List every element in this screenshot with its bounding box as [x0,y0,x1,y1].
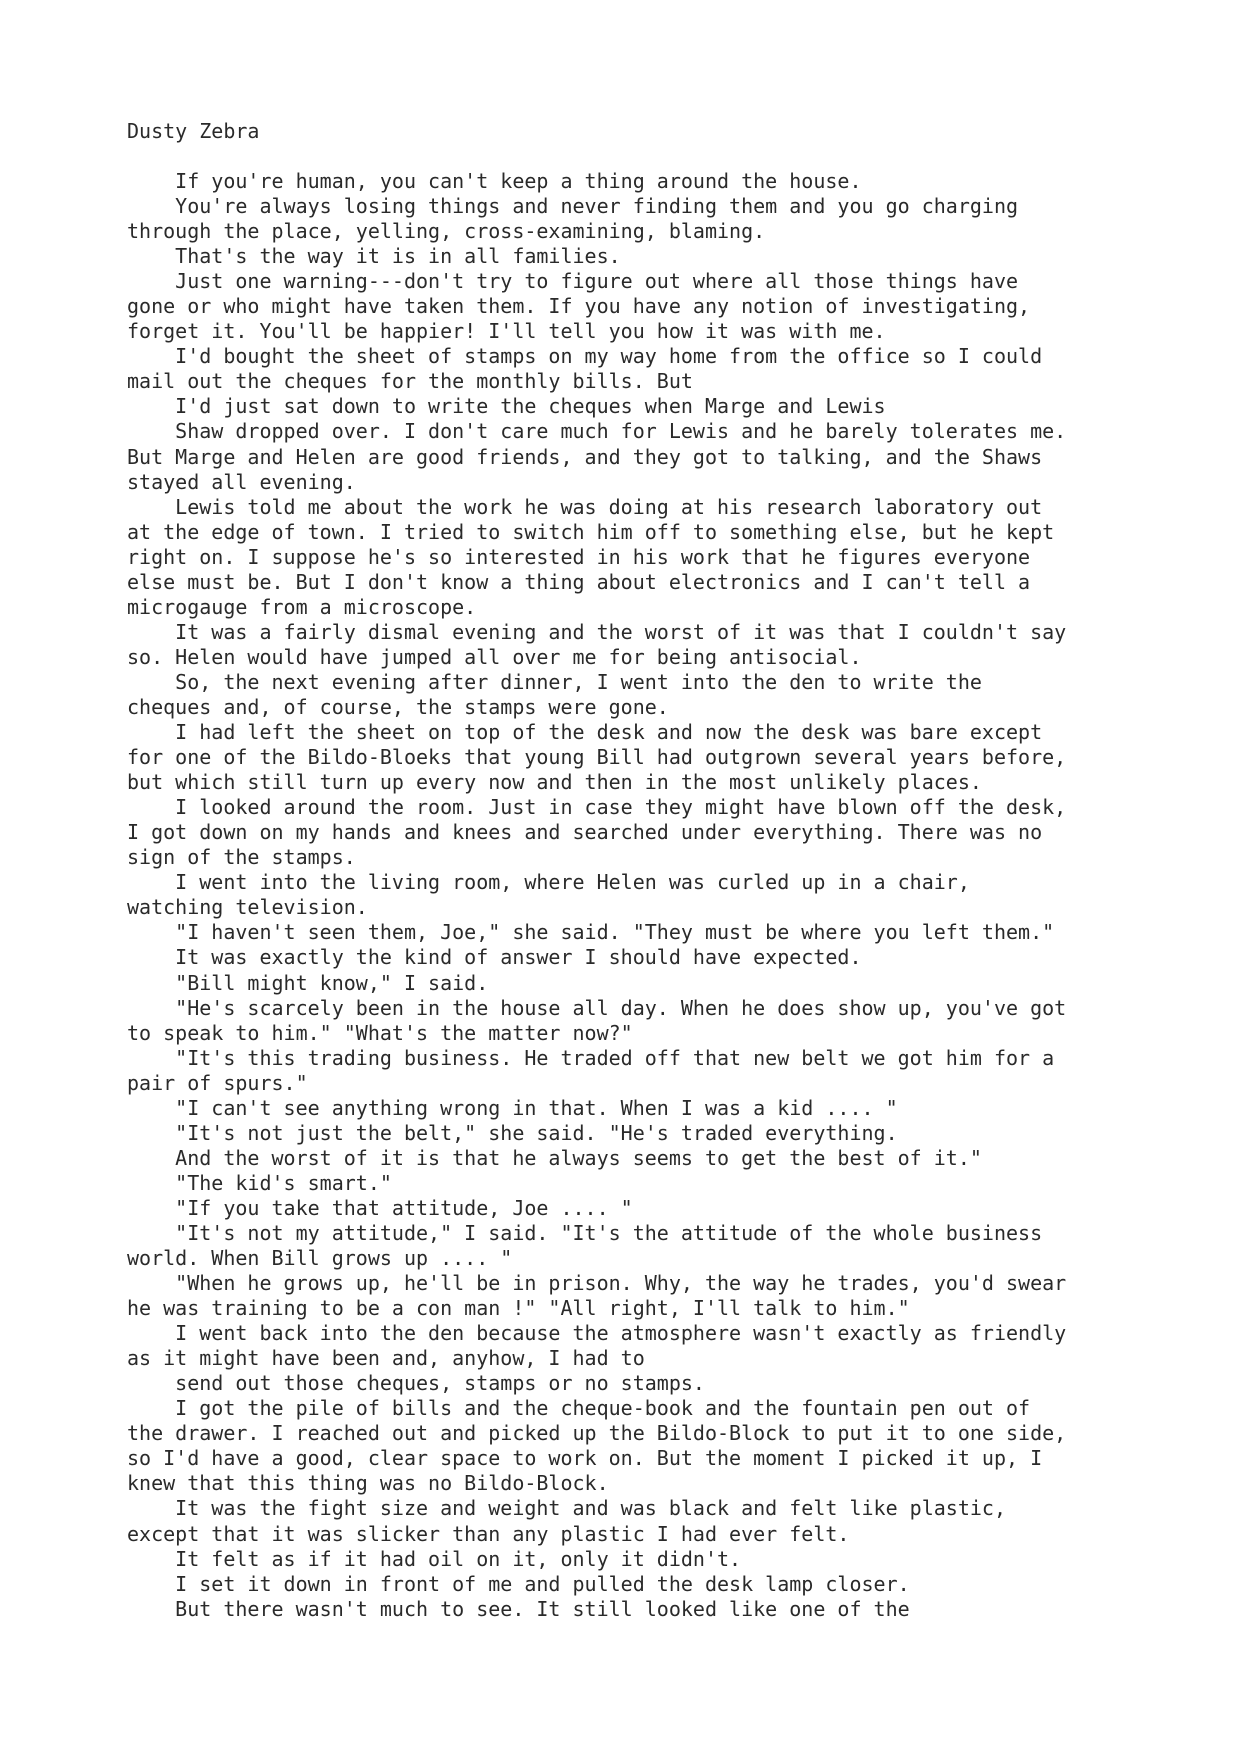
text-line: You're always losing things and never finding them and you go charging [127,194,1019,219]
text-line: to speak to him." "What's the matter now?" [127,1020,633,1045]
text-line: But there wasn't much to see. It still looked like one of the [127,1596,910,1621]
text-line: except that it was slicker than any plastic I had ever felt. [127,1521,850,1546]
text-line: That's the way it is in all families. [127,244,621,269]
text-line: If you're human, you can't keep a thing around the house. [127,169,862,193]
text-line: so I'd have a good, clear space to work on. But the moment I picked it up, I [127,1446,1043,1471]
text-line: It was exactly the kind of answer I should have expected. [127,945,862,970]
text-line: else must be. But I don't know a thing about electronics and I can't tell a [127,569,1031,594]
text-line: gone or who might have taken them. If you have any notion of investigating, [127,294,1031,319]
text-line: sign of the stamps. [127,845,356,870]
text-line: I got the pile of bills and the cheque-book and the fountain pen out of [127,1396,1031,1421]
text-line: "I can't see anything wrong in that. When I was a kid .... " [127,1095,898,1120]
text-line: mail out the cheques for the monthly bills. But [127,369,693,394]
text-line: But Marge and Helen are good friends, and they got to talking, and the Shaws [127,444,1043,469]
text-line: It felt as if it had oil on it, only it didn't. [127,1546,742,1571]
text-line: "I haven't seen them, Joe," she said. "They must be where you left them." [127,920,1055,945]
text-line: stayed all evening. [127,469,356,494]
text-line: knew that this thing was no Bildo-Block. [127,1471,609,1496]
text-line: through the place, yelling, cross-examining, blaming. [127,219,766,244]
text-line: I went back into the den because the atmosphere wasn't exactly as friendly [127,1321,1067,1346]
text-line: send out those cheques, stamps or no stamps. [127,1371,705,1396]
text-line: I went into the living room, where Helen was curled up in a chair, [127,870,970,895]
text-line: Lewis told me about the work he was doing at his research laboratory out [127,494,1043,519]
text-line: So, the next evening after dinner, I went into the den to write the [127,669,982,694]
text-line: "He's scarcely been in the house all day. When he does show up, you've got [127,995,1067,1020]
text-line: right on. I suppose he's so interested in his work that he figures everyone [127,544,1031,569]
text-line: I'd bought the sheet of stamps on my way home from the office so I could [127,344,1043,369]
text-line: microgauge from a microscope. [127,594,477,619]
text-line: "Bill might know," I said. [127,970,489,995]
text-line: I set it down in front of me and pulled the desk lamp closer. [127,1571,910,1596]
text-line: "It's not my attitude," I said. "It's the attitude of the whole business [127,1220,1043,1245]
text-line: Just one warning---don't try to figure out where all those things have [127,269,1019,294]
text-line: "It's not just the belt," she said. "He's traded everything. [127,1120,898,1145]
document-body [127,169,1127,1622]
text-line: "When he grows up, he'll be in prison. Why, the way he trades, you'd swear [127,1271,1067,1296]
text-line: I'd just sat down to write the cheques when Marge and Lewis [127,394,886,419]
text-line: as it might have been and, anyhow, I had to [127,1346,645,1371]
text-line: It was the fight size and weight and was black and felt like plastic, [127,1496,1006,1521]
text-line: "The kid's smart." [127,1170,392,1195]
text-line: It was a fairly dismal evening and the worst of it was that I couldn't say [127,619,1067,644]
text-line: "It's this trading business. He traded off that new belt we got him for a [127,1045,1055,1070]
text-line: cheques and, of course, the stamps were gone. [127,694,669,719]
text-line: for one of the Bildo-Bloeks that young Bill had outgrown several years before, [127,745,1067,770]
text-line: pair of spurs." [127,1070,308,1095]
text-line: I looked around the room. Just in case they might have blown off the desk, [127,795,1067,820]
text-line: watching television. [127,895,368,920]
text-line: so. Helen would have jumped all over me for being antisocial. [127,644,862,669]
text-line: world. When Bill grows up .... " [127,1246,513,1271]
text-line: at the edge of town. I tried to switch him off to something else, but he kept [127,519,1055,544]
text-line: Shaw dropped over. I don't care much for Lewis and he barely tolerates me. [127,419,1067,444]
text-line: forget it. You'll be happier! I'll tell you how it was with me. [127,319,886,344]
text-line: I got down on my hands and knees and searched under everything. There was no [127,820,1043,845]
document-title: Dusty Zebra [127,119,260,143]
text-line: And the worst of it is that he always seems to get the best of it." [127,1145,982,1170]
text-line: he was training to be a con man !" "All right, I'll talk to him." [127,1296,910,1321]
text-line: "If you take that attitude, Joe .... " [127,1195,633,1220]
text-line: but which still turn up every now and then in the most unlikely places. [127,770,982,795]
text-line: the drawer. I reached out and picked up the Bildo-Block to put it to one side, [127,1421,1067,1446]
text-line: I had left the sheet on top of the desk and now the desk was bare except [127,720,1043,745]
